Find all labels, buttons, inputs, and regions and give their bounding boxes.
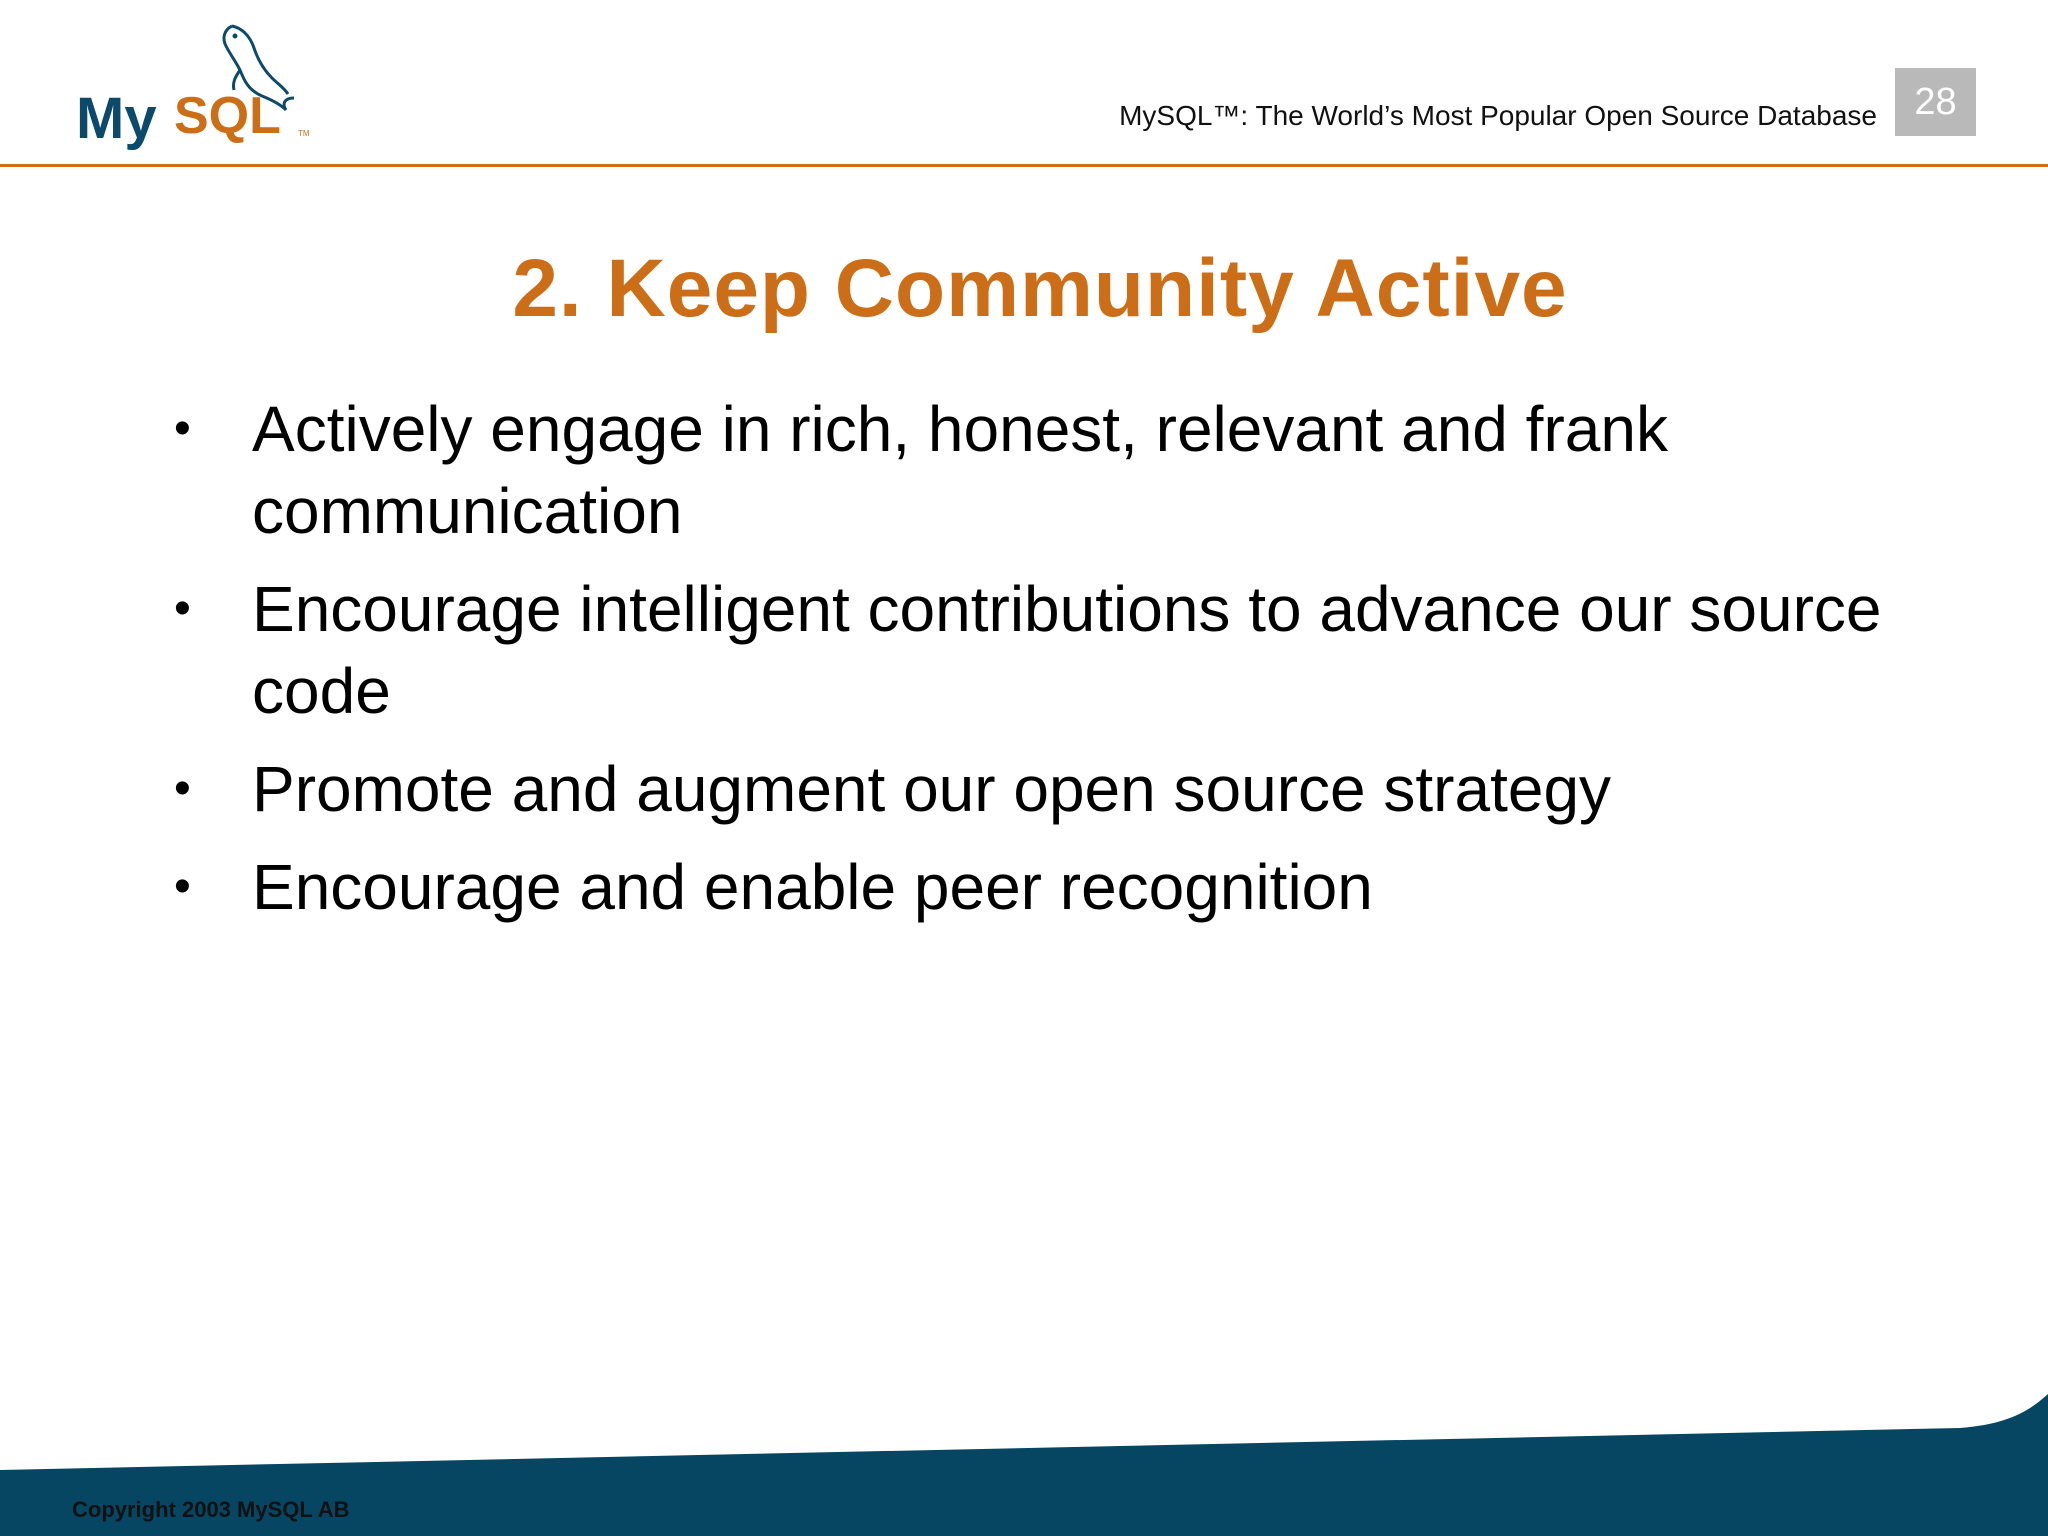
mysql-dolphin-logo-icon <box>72 18 322 153</box>
bullet-item <box>174 846 1894 928</box>
svg-text:My: My <box>76 86 157 151</box>
slide-title: 2. Keep Community Active <box>512 243 1568 334</box>
svg-text:TM: TM <box>298 129 310 138</box>
page-number-badge: 28 <box>1895 68 1976 136</box>
mysql-logo <box>72 18 322 153</box>
bullet-item <box>174 568 1894 732</box>
bullet-text: Promote and augment our open source strategy <box>252 753 1612 825</box>
header-tagline: MySQL™: The World’s Most Popular Open Source Database <box>1119 100 1877 131</box>
bullet-text: Actively engage in rich, honest, relevant and frank communication <box>252 393 1668 547</box>
bullet-item <box>174 388 1894 552</box>
bullet-dot-icon: • <box>174 860 191 913</box>
bullet-dot-icon: • <box>174 402 191 455</box>
bullet-dot-icon: • <box>174 762 191 815</box>
bullet-item <box>174 748 1894 830</box>
bullet-text: Encourage intelligent contributions to advance our source code <box>252 573 1882 727</box>
bullet-list <box>174 388 1894 944</box>
bullet-dot-icon: • <box>174 582 191 635</box>
bullet-text: Encourage and enable peer recognition <box>252 851 1373 923</box>
copyright-text: Copyright 2003 MySQL AB <box>72 1497 350 1522</box>
svg-text:SQL: SQL <box>174 87 281 145</box>
header-divider <box>0 164 2048 167</box>
